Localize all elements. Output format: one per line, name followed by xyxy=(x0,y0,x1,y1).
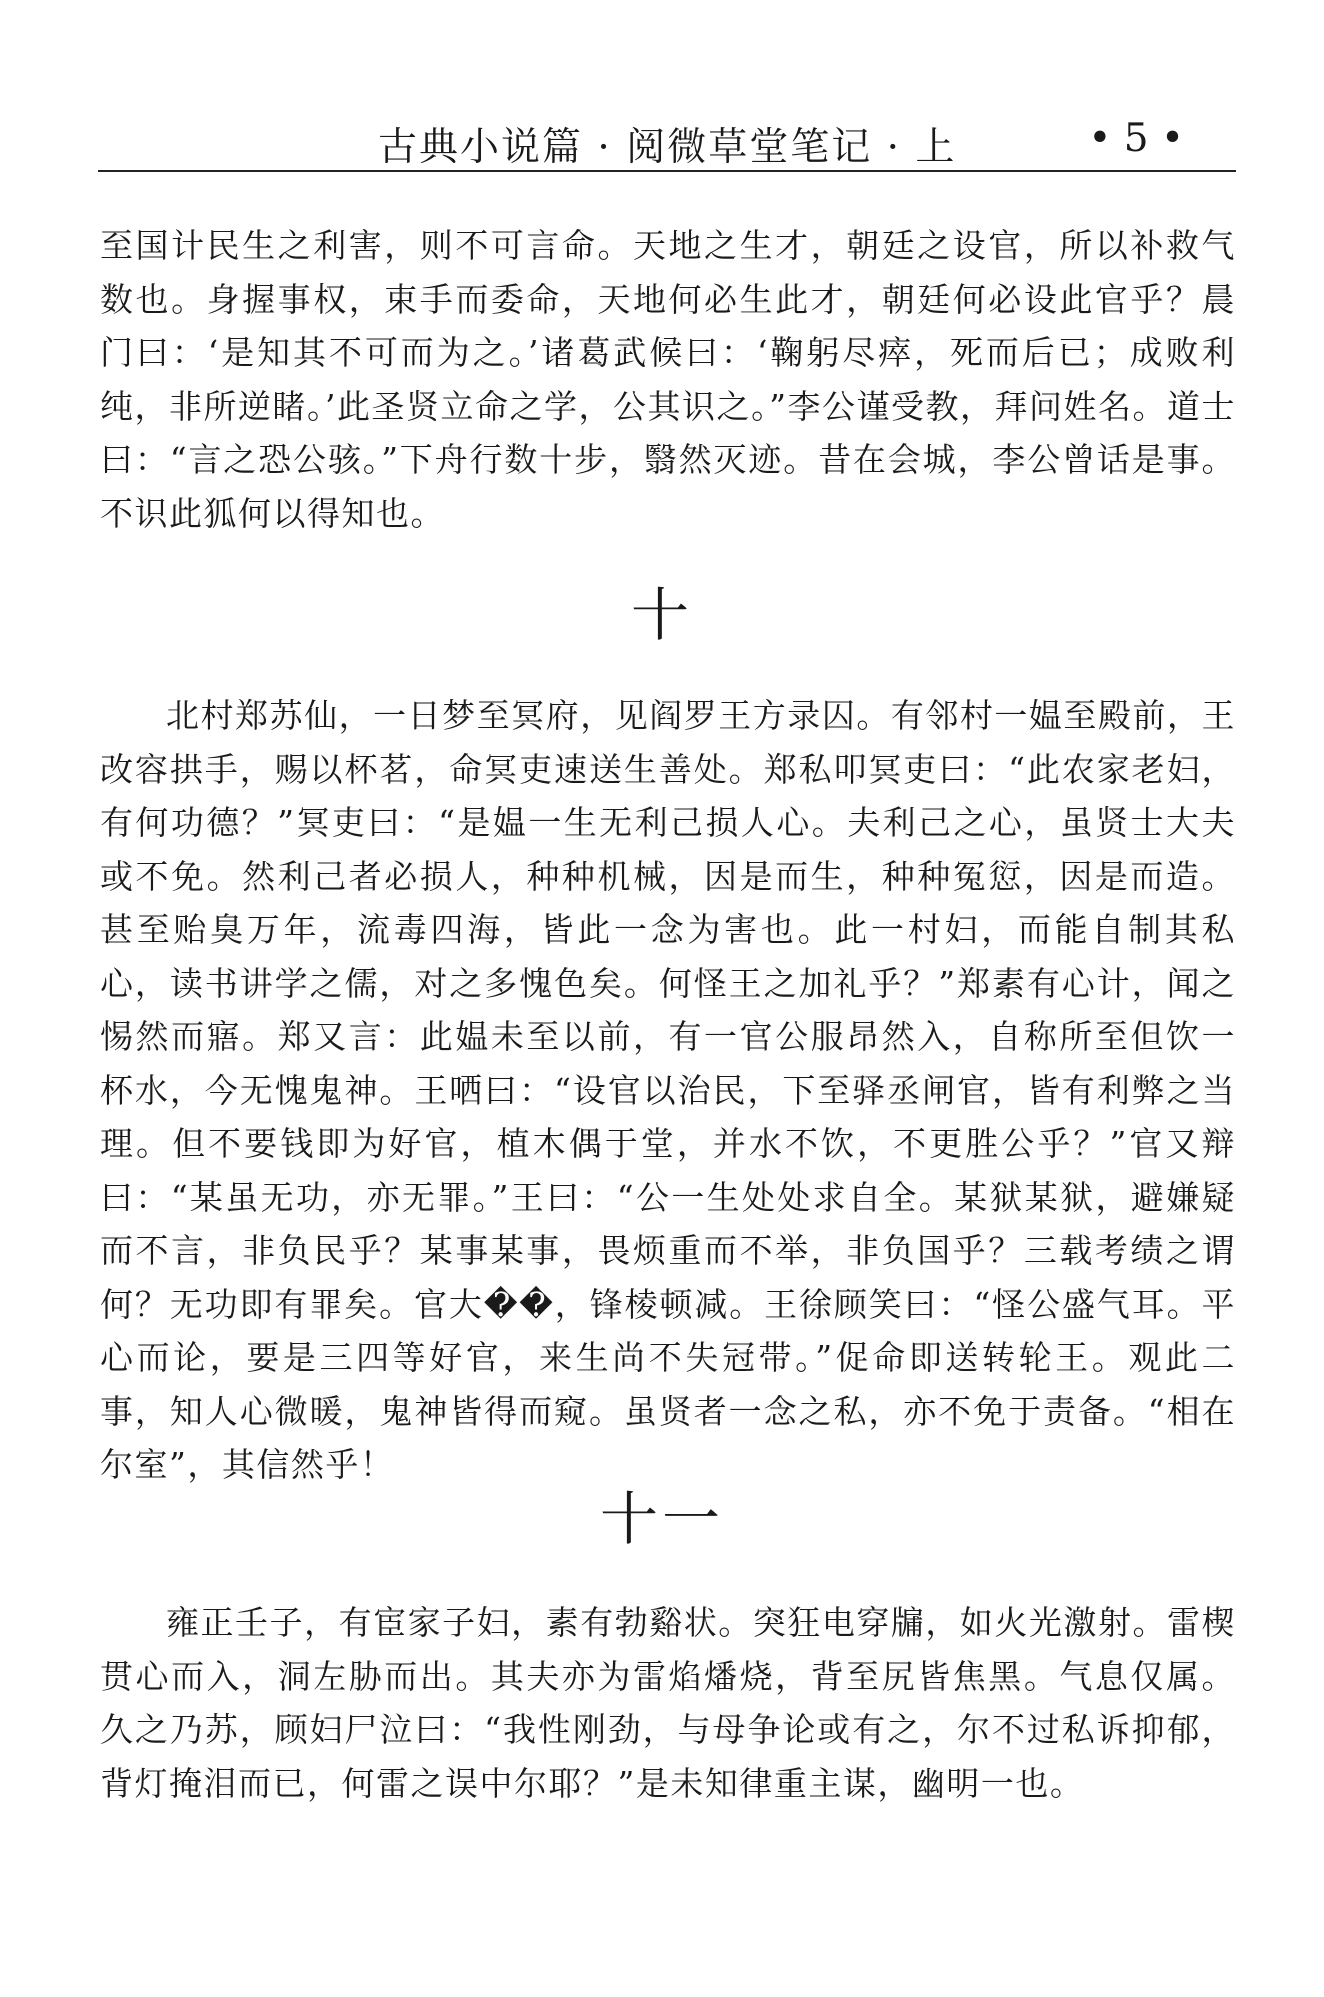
running-header xyxy=(98,108,1236,170)
page-number: • 5 • xyxy=(1088,116,1184,161)
header-divider xyxy=(98,170,1236,172)
section-10-paragraph: 北村郑苏仙，一日梦至冥府，见阎罗王方录囚。有邻村一媪至殿前，王改容拱手，赐以杯茗，命冥吏速送生善处。郑私叩冥吏曰：“此农家老妇，有何功德？”冥吏曰：“是媪一生无利己损人心。夫利己之心，虽贤士大夫或不免。然利己者必损人，种种机械，因是而生，种种冤愆，因是而造。甚至贻臭万年，流毒四海，皆此一念为害也。此一村妇，而能自制其私心，读书讲学之儒，对之多愧色矣。何怪王之加礼乎？”郑素有心计，闻之惕然而寤。郑又言：此媪未至以前，有一官公服昂然入，自称所至但饮一杯水，今无愧鬼神。王哂曰：“设官以治民，下至驿丞闸官，皆有利弊之当理。但不要钱即为好官，植木偶于堂，并水不饮，不更胜公乎？”官又辩曰：“某虽无功，亦无罪。”王曰：“公一生处处求自全。某狱某狱，避嫌疑而不言，非负民乎？某事某事，畏烦重而不举，非负国乎？三载考绩之谓何？无功即有罪矣。官大��，锋棱顿减。王徐顾笑曰：“怪公盛气耳。平心而论，要是三四等好官，来生尚不失冠带。”促命即送转轮王。观此二事，知人心微暖，鬼神皆得而窥。虽贤者一念之私，亦不免于责备。“相在尔室”，其信然乎！ xyxy=(100,696,1236,1484)
section-heading-11: 十一 xyxy=(599,1485,724,1553)
section-heading-10: 十 xyxy=(630,581,693,649)
running-header-title: 古典小说篇 · 阅微草堂笔记 · 上 xyxy=(378,125,957,170)
continuation-paragraph: 至国计民生之利害，则不可言命。天地之生才，朝廷之设官，所以补救气数也。身握事权，束手而委命，天地何必生此才，朝廷何必设此官乎？晨门曰：‘是知其不可而为之。’诸葛武候曰：‘鞠躬尽瘁，死而后已；成败利纯，非所逆睹。’此圣贤立命之学，公其识之。”李公谨受教，拜问姓名。道士曰：“言之恐公骇。”下舟行数十步，翳然灭迹。昔在会城，李公曾话是事。不识此狐何以得知也。 xyxy=(100,226,1236,533)
section-11-paragraph: 雍正壬子，有宦家子妇，素有勃谿状。突狂电穿牖，如火光激射。雷楔贯心而入，洞左胁而出。其夫亦为雷焰燔烧，背至尻皆焦黑。气息仅属。久之乃苏，顾妇尸泣曰：“我性刚劲，与母争论或有之，尔不过私诉抑郁，背灯掩泪而已，何雷之误中尔耶？”是未知律重主谋，幽明一也。 xyxy=(100,1603,1236,1803)
